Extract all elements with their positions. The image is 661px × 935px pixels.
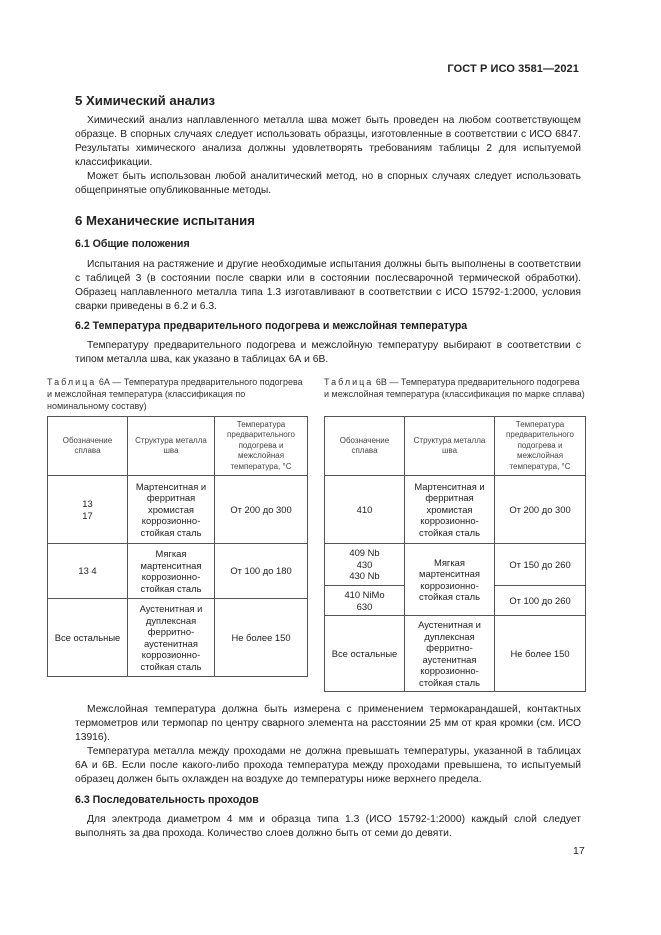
table-6b-caption-word: Таблица <box>324 377 374 387</box>
table-6b-temp-cell: Не более 150 <box>495 616 586 692</box>
table-6b-header-alloy: Обозначение сплава <box>325 417 405 476</box>
table-6a-temp-cell: От 100 до 180 <box>215 544 308 599</box>
table-6a-header-row <box>48 417 308 476</box>
section-6-1-paragraph: Испытания на растяжение и другие необходимые испытания должны быть выполнены в соответствии с таблицей 3 (в состоянии после сварки или в состоянии послесварочной термической обработки). Образец наплавленного металла типа 1.3 изготавливают в соответствии с ИСО 15792-1:2000, условия сварки приведены в 6.2 и 6.3. <box>75 259 581 312</box>
table-6a-header-structure: Структура металла шва <box>128 417 215 476</box>
table-6a-alloy-cell: 13 4 <box>48 544 128 599</box>
section-6-title: 6 Механические испытания <box>75 213 255 228</box>
section-5-paragraph-1: Химический анализ наплавленного металла шва может быть проведен на любом соответствующем образце. В спорных случаях следует использовать образцы, изготовленные в соответствии с ИСО 6847. Результаты химического анализа должны удовлетворять требованиям таблицы 2 для испытуемой классификации. <box>75 115 581 168</box>
section-6-2-paragraph-1: Температуру предварительного подогрева и межслойную температуру выбирают в соответствии с типом металла шва, как указано в таблицах 6А и 6В. <box>75 340 581 365</box>
table-6b-caption <box>324 376 586 400</box>
table-6b-alloy-cell: Все остальные <box>325 616 405 692</box>
section-5-paragraph-2: Может быть использован любой аналитический метод, но в спорных случаях следует использовать общепринятые опубликованные методы. <box>75 171 581 196</box>
table-6b-alloy-cell: 409 Nb 430 430 Nb <box>325 544 405 586</box>
table-6a <box>47 416 308 677</box>
table-6b-caption-text: 6В — Температура предварительного подогрева и межслойная температура (классификация по марке сплава) <box>324 377 585 399</box>
section-6-2-paragraph-2: Межслойная температура должна быть измерена с применением термокарандашей, контактных термометров или термопар по центру сварного элемента на расстоянии 25 мм от края кромки (см. ИСО 13916). <box>75 704 581 743</box>
table-6a-temp-cell: От 200 до 300 <box>215 476 308 544</box>
table-row <box>325 616 586 692</box>
table-row <box>48 476 308 544</box>
table-6a-temp-cell: Не более 150 <box>215 599 308 677</box>
table-6b-temp-cell: От 200 до 300 <box>495 476 586 544</box>
section-6-1-title: 6.1 Общие положения <box>75 238 190 250</box>
page-number: 17 <box>573 845 585 857</box>
table-6a-caption-text: 6А — Температура предварительного подогрева и межслойная температура (классификация по номинальному составу) <box>47 377 303 411</box>
table-6a-header-temp: Температура предварительного подогрева и межслойная температура, °С <box>215 417 308 476</box>
section-6-3-paragraph: Для электрода диаметром 4 мм и образца типа 1.3 (ИСО 15792-1:2000) каждый слой следует выполнять за два прохода. Количество слоев должно быть от семи до девяти. <box>75 814 581 839</box>
table-6a-alloy-cell: Все остальные <box>48 599 128 677</box>
table-6b-alloy-cell: 410 <box>325 476 405 544</box>
table-row <box>48 599 308 677</box>
table-6b-header-temp: Температура предварительного подогрева и межслойная температура, °С <box>495 417 586 476</box>
table-6b-structure-cell: Мартенситная и ферритная хромистая коррозионно-стойкая сталь <box>405 476 495 544</box>
table-6b <box>324 416 586 692</box>
table-6a-caption-word: Таблица <box>47 377 97 387</box>
table-6b-temp-cell: От 100 до 260 <box>495 586 586 616</box>
table-6b-temp-cell: От 150 до 260 <box>495 544 586 586</box>
table-6a-alloy-cell: 13 17 <box>48 476 128 544</box>
table-row <box>325 544 586 586</box>
table-row <box>325 476 586 544</box>
table-6b-structure-cell: Аустенитная и дуплексная ферритно-аустенитная коррозионно-стойкая сталь <box>405 616 495 692</box>
section-6-2-paragraph-3: Температура металла между проходами не должна превышать температуры, указанной в таблицах 6А и 6В. Если после какого-либо прохода температура между проходами превышена, то испытуемый образец должен быть охлажден на воздухе до температуры ниже верхнего предела. <box>75 746 581 785</box>
table-6b-header-row <box>325 417 586 476</box>
table-6a-header-alloy: Обозначение сплава <box>48 417 128 476</box>
document-header: ГОСТ Р ИСО 3581—2021 <box>447 63 579 75</box>
table-6a-structure-cell: Аустенитная и дуплексная ферритно-аустенитная коррозионно-стойкая сталь <box>128 599 215 677</box>
table-6a-structure-cell: Мартенситная и ферритная хромистая коррозионно-стойкая сталь <box>128 476 215 544</box>
table-6a-structure-cell: Мягкая мартенситная коррозионно-стойкая сталь <box>128 544 215 599</box>
table-6b-alloy-cell: 410 NiMo 630 <box>325 586 405 616</box>
table-row <box>48 544 308 599</box>
table-6a-caption <box>47 376 309 412</box>
section-6-3-title: 6.3 Последовательность проходов <box>75 794 259 806</box>
table-6b-header-structure: Структура металла шва <box>405 417 495 476</box>
section-6-2-title: 6.2 Температура предварительного подогрева и межслойная температура <box>75 320 468 332</box>
section-5-title: 5 Химический анализ <box>75 93 216 108</box>
table-6b-structure-cell: Мягкая мартенситная коррозионно-стойкая сталь <box>405 544 495 616</box>
